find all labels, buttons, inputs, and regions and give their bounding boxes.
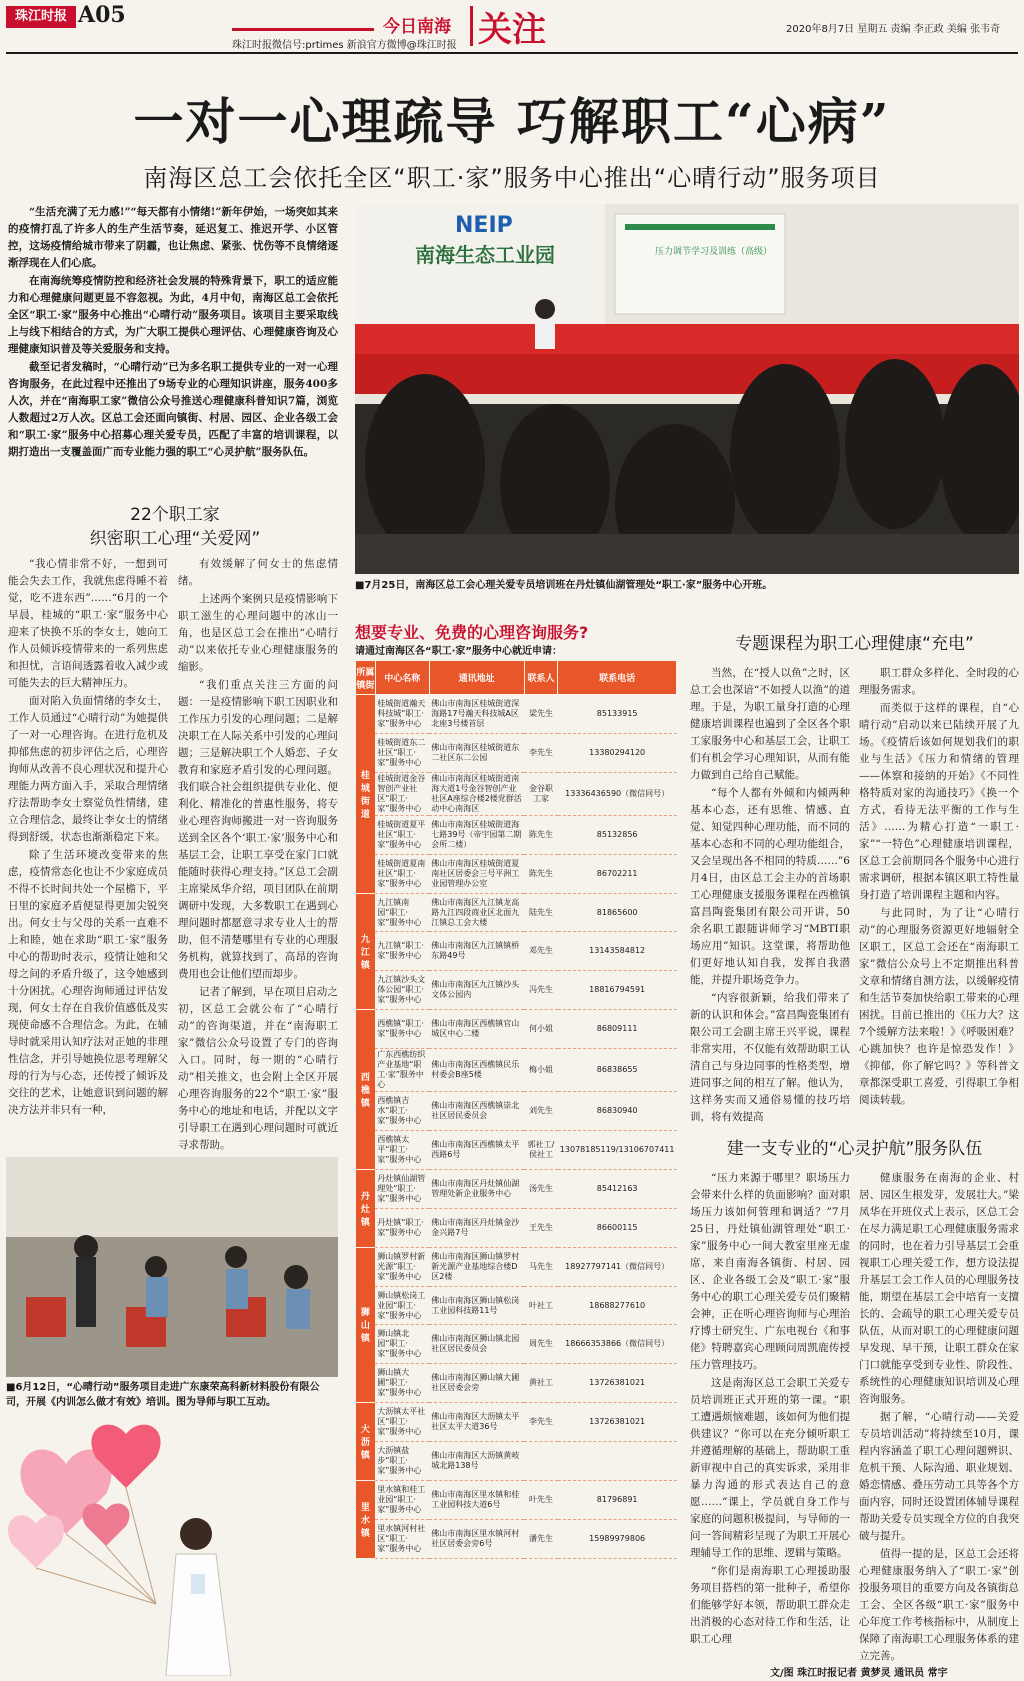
address-cell: 佛山市南海区桂城街道东二社区东二公园 (429, 733, 524, 772)
phone-cell: 85133915 (558, 695, 677, 734)
center-name-cell: 桂城街道夏平社区“职工·家”服务中心 (375, 815, 429, 854)
contact-cell: 汤先生 (524, 1169, 558, 1208)
section3-column-2 (859, 1170, 1019, 1662)
body-paragraph: “我心情非常不好，一想到可能会失去工作，我就焦虑得睡不着觉，吃不进东西”……“6月的一个早晨，桂城的“职工·家”服务中心迎来了快换不乐的李女士，她向工作人员倾诉疫情带来的一系列焦虑和担忧，言语间透露着收入减少或可能失去的巨大精神压力。 (8, 558, 168, 689)
sign-name: 南海生态工业园 (415, 243, 555, 267)
address-cell: 佛山市南海区桂城街道深海路17号瀚天科技城A区北座3号楼首层 (429, 695, 524, 734)
phone-cell: 18816794591 (558, 971, 677, 1010)
address-cell: 佛山市南海区狮山镇松岗工业园科技路11号 (429, 1286, 524, 1325)
contact-cell: 周先生 (524, 1325, 558, 1364)
phone-cell: 18688277610 (558, 1286, 677, 1325)
screen-title: 压力调节学习及训练（高级） (655, 247, 773, 257)
body-paragraph: 上述两个案例只是疫情影响下职工滋生的心理问题中的冰山一角，也是区总工会在推出“心晴行动”以来依托专业心理健康服务的缩影。 (178, 593, 338, 673)
address-cell: 佛山市南海区西樵镇太平西路6号 (429, 1131, 524, 1170)
table-subtitle: 请通过南海区各“职工·家”服务中心就近申请： (355, 646, 562, 657)
contact-cell: 李先生 (524, 1403, 558, 1442)
table-row (356, 733, 677, 772)
table-row (356, 1131, 677, 1170)
contact-cell: 冯先生 (524, 971, 558, 1010)
contact-cell: 何小姐 (524, 1010, 558, 1049)
photo1-caption: ■7月25日，南海区总工会心理关爱专员培训班在丹灶镇仙湖管理处“职工·家”服务中心开班。 (355, 580, 773, 591)
subheadline: 南海区总工会依托全区“职工·家”服务中心推出“心晴行动”服务项目 (143, 164, 881, 192)
center-name-cell: 广东西樵纺织产业基地“职工·家”服务中心 (375, 1049, 429, 1092)
body-paragraph: 与此同时，为了让“心晴行动”的心理服务资源更好地辐射全区职工，区总工会还在“南海职工家”微信公众号上不定期推出科普文章和情绪自测方法，以缓解疫情和生活节奏加快给职工带来的心理困扰。目前已推出的《压力大？这7个缓解方法来啦！》《呼吸困难？心跳加快？也许是惊恐发作！》《抑郁，你了解它吗？》等科普文章都深受职工喜爱，引得职工争相阅读转载。 (859, 907, 1019, 1106)
district-cell: 丹灶镇 (356, 1169, 376, 1247)
intro-paragraph: “生活充满了无力感!”“每天都有小情绪!”新年伊始，一场突如其来的疫情打乱了许多人的生产生活节奏，延迟复工、推迟开学、小区管控，这场疫情给城市带来了阴霾，也让焦虑、紧张、忧伤等不良情绪逐渐浮现在人们心底。 (8, 206, 338, 269)
table-row (356, 1010, 677, 1049)
contact-cell: 王先生 (524, 1208, 558, 1247)
body-paragraph: 这是南海区总工会职工关爱专员培训班正式开班的第一课。“职工遭遇烦恼难题，该如何为他们提供建议？”你可以在充分倾听职工并遵循理解的基础上，帮助职工重新审视中自己的真实诉求，采用非暴力沟通的形式表达自己的意愿……”课上，学员就自身工作与家庭的问题积极提问，与导师的一问一答间精彩呈现了为职工开展心理辅导工作的思维、逻辑与策略。 (690, 1377, 850, 1559)
address-cell: 佛山市南海区里水镇和桂工业园科技大道6号 (429, 1481, 524, 1520)
page-number: A05 (78, 2, 126, 28)
phone-cell: 86809111 (558, 1010, 677, 1049)
body-paragraph: 据了解，“心晴行动——关爱专员培训活动”将持续至10月，课程内容涵盖了职工心理问题辨识、危机干预、人际沟通、职业规划、婚恋情感、叠压劳动工具等各个方面内容，同时还设置团体辅导课程帮助关爱专员实现全方位的自我突破与提升。 (859, 1411, 1019, 1542)
body-paragraph: “压力来源于哪里？职场压力会带来什么样的负面影响？面对职场压力该如何管理和调适？”7月25日，丹灶镇仙湖管理处“职工·家”服务中心一间大教室里座无虚席，来自南海各镇街、村居、园区、企业各级工会及“职工·家”服务中心的职工心理关爱专员们聚精会神，正在听心理咨询师与心理治疗博士研究生、广东电视台《和事佬》特聘嘉宾心理顾问周凯鹿传授压力管理技巧。 (690, 1172, 850, 1371)
table-row (356, 1403, 677, 1442)
district-cell: 西樵镇 (356, 1010, 376, 1170)
section1-title (40, 503, 310, 551)
classroom-photo-illustration (6, 1157, 338, 1377)
body-paragraph: “每个人都有外倾和内倾两种基本心态，还有思维、情感、直觉、知觉四种心理功能，而不同的基本心态和不同的心理功能组合，又会呈现出各不相同的特质……”6月4日，由区总工会主办的首场职工心理健康支援服务课程在西樵镇富昌陶瓷集团有限公司开讲，50余名职工跟随讲师学习“MBTI职场应用”知识。这堂课，将帮助他们更好地认知自我，发挥自我潜能，并提升职场竞争力。 (690, 787, 850, 986)
phone-cell: 18666353866（微信同号） (558, 1325, 677, 1364)
center-name-cell: 狮山镇北园“职工·家”服务中心 (375, 1325, 429, 1364)
phone-cell: 13726381021 (558, 1364, 677, 1403)
page-header (0, 0, 1024, 56)
phone-cell: 81865600 (558, 893, 677, 932)
section-subtitle: 今日南海 (383, 17, 451, 37)
phone-cell (558, 1442, 677, 1481)
table-row (356, 1247, 677, 1286)
phone-cell: 86838655 (558, 1049, 677, 1092)
social-info: 珠江时报微信号:prtimes 新浪官方微博@珠江时报 (232, 40, 457, 51)
body-paragraph: “我们重点关注三方面的问题：一是疫情影响下职工因职业和工作压力引发的心理问题；二是解决职工在人际关系中引发的心理问题；三是解决职工个人婚恋、子女教育和家庭矛盾引发的心理问题。我们联合社会组织提供专业化、便利化、精准化的普惠性服务，将专业心理咨询师搬进一对一咨询服务送到全区各个‘职工·家’服务中心和基层工会，让职工享受在家门口就能随时获得心理支持。”区总工会副主席梁凤华介绍，项目团队在前期调研中发现，大多数职工在遇到心理问题时都愿意寻求专业人士的帮助，但不清楚哪里有专业的心理服务机构，就算找到了，高昂的咨询费用也会让他们望而却步。 (178, 679, 338, 980)
phone-cell: 18927797141（微信同号） (558, 1247, 677, 1286)
phone-cell: 13726381021 (558, 1403, 677, 1442)
section3-title: 建一支专业的“心灵护航”服务队伍 (726, 1139, 983, 1159)
contact-cell: 梅小姐 (524, 1049, 558, 1092)
phone-cell: 13336436590（微信同号） (558, 772, 677, 815)
table-row (356, 695, 677, 734)
section1-title-line: 22个职工家 (130, 505, 220, 525)
body-paragraph: 记者了解到，早在项目启动之初，区总工会就公布了“心晴行动”的咨询渠道，并在“南海职工家”微信公众号设置了专门的咨询入口。同时，每一期的“心晴行动”相关推文，也会附上全区开展心理咨询服务的22个“职工·家”服务中心的地址和电话，并配以文字引导职工在遇到心理问题时可就近寻求帮助。 (178, 986, 338, 1151)
contact-cell: 金谷职工家 (524, 772, 558, 815)
contact-cell: 邓先生 (524, 932, 558, 971)
body-paragraph: 有效缓解了何女士的焦虑情绪。 (178, 558, 338, 587)
district-cell: 狮山镇 (356, 1247, 376, 1403)
intro-paragraph: 在南海统筹疫情防控和经济社会发展的特殊背景下，职工的适应能力和心理健康问题更显不容忽视。为此，4月中旬，南海区总工会依托全区“职工·家”服务中心推出“心晴行动”服务项目。该项目主要采取线上与线下相结合的方式，为广大职工提供心理评估、心理健康咨询及心理健康知识普及等关爱服务和支持。 (8, 275, 338, 355)
contact-cell: 陈先生 (524, 854, 558, 893)
address-cell: 佛山市南海区大沥镇太平社区太平大道36号 (429, 1403, 524, 1442)
phone-cell: 85412163 (558, 1169, 677, 1208)
contact-cell: 潘先生 (524, 1519, 558, 1558)
section2-column-1 (690, 665, 850, 1123)
phone-cell: 85132856 (558, 815, 677, 854)
table-header-cell: 联系人 (524, 661, 558, 695)
table-row (356, 1092, 677, 1131)
contact-cell: 梁先生 (524, 695, 558, 734)
address-cell: 佛山市南海区西樵镇民乐村委会B座5楼 (429, 1049, 524, 1092)
body-paragraph: 而类似于这样的课程，自“心晴行动”启动以来已陆续开展了九场。《疫情后该如何规划我们的职业与生活》《压力和情绪的管理——体察和接纳的开始》《不同性格特质对家的沟通技巧》《换一个方式，看待无法平衡的工作与生活》……为精心打造“一职工·家”“一特色”心理健康培训课程，区总工会前期同各个服务中心进行需求调研，根据本镇区职工特性量身打造了培训课程主题和内容。 (859, 702, 1019, 901)
table-row (356, 772, 677, 815)
address-cell: 佛山市南海区九江镇镇桥东路49号 (429, 932, 524, 971)
table-body (356, 695, 677, 1559)
body-paragraph: “内容很新颖，给我们带来了新的认识和体会。”富昌陶瓷集团有限公司工会副主席王兴平说，课程非常实用，不仅能有效帮助职工认清自己与身边同事的性格类型，增进同事之间的相互了解。他认为，这样务实而又通俗易懂的技巧培训，将有效提高 (690, 992, 850, 1123)
contact-cell: 郭社工/侯社工 (524, 1131, 558, 1170)
center-name-cell: 西樵镇太平“职工·家”服务中心 (375, 1131, 429, 1170)
phone-cell: 15989979806 (558, 1519, 677, 1558)
section3-column-1 (690, 1170, 850, 1658)
phone-cell: 86830940 (558, 1092, 677, 1131)
address-cell: 佛山市南海区九江镇沙头文体公园内 (429, 971, 524, 1010)
table-row (356, 932, 677, 971)
contact-cell: 马先生 (524, 1247, 558, 1286)
center-name-cell: 里水镇河村社区“职工·家”服务中心 (375, 1519, 429, 1558)
center-name-cell: 西樵镇“职工·家”服务中心 (375, 1010, 429, 1049)
address-cell: 佛山市南海区大沥镇黄岐城北路138号 (429, 1442, 524, 1481)
phone-cell: 86600115 (558, 1208, 677, 1247)
center-name-cell: 桂城街道夏南社区“职工·家”服务中心 (375, 854, 429, 893)
center-name-cell: 狮山镇松岗工业园“职工·家”服务中心 (375, 1286, 429, 1325)
table-row (356, 854, 677, 893)
section1-title-line: 织密职工心理“关爱网” (89, 529, 261, 549)
balloon-illustration (6, 1414, 338, 1676)
phone-cell: 86702211 (558, 854, 677, 893)
address-cell: 佛山市南海区丹灶镇金沙金兴路7号 (429, 1208, 524, 1247)
table-row (356, 893, 677, 932)
contact-cell: 黄社工 (524, 1364, 558, 1403)
intro-paragraph: 截至记者发稿时，“心晴行动”已为多名职工提供专业的一对一心理咨询服务，在此过程中还推出了9场专业的心理知识讲座，服务400多人次，并在“南海职工家”微信公众号推送心理健康科普知识7篇，浏览人数超过2万人次。区总工会还面向镇街、村居、园区、企业各级工会和“职工·家”服务中心招募心理关爱专员，匹配了丰富的培训课程，以期打造出一支覆盖面广而专业能力强的职工“心灵护航”服务队伍。 (8, 361, 338, 458)
table-row (356, 815, 677, 854)
table-header-row (356, 661, 677, 695)
section1-column-1 (8, 556, 168, 1148)
table-row (356, 1049, 677, 1092)
contact-cell: 李先生 (524, 733, 558, 772)
table-title: 想要专业、免费的心理咨询服务? (355, 623, 589, 642)
center-name-cell: 狮山镇大圃“职工·家”服务中心 (375, 1364, 429, 1403)
district-cell: 桂城街道 (356, 695, 376, 894)
photo2-caption: ■6月12日，“心晴行动”服务项目走进广东康荣高科新材料股份有限公司，开展《内训怎么做才有效》培训。图为导师与职工互动。 (6, 1382, 320, 1408)
center-name-cell: 九江镇沙头文体公园“职工·家”服务中心 (375, 971, 429, 1010)
table-header-cell: 中心名称 (375, 661, 429, 695)
training-photo (355, 204, 1019, 574)
date-info: 2020年8月7日 星期五 责编 李正政 美编 张韦奇 (786, 24, 1001, 35)
address-cell: 佛山市南海区丹灶镇仙湖管理处新企业服务中心 (429, 1169, 524, 1208)
body-paragraph: 职工群众多样化、全时段的心理服务需求。 (859, 667, 1019, 696)
body-paragraph: 值得一提的是，区总工会还将心理健康服务纳入了“职工·家”创投服务项目的重要方向及各镇街总工会、全区各级“职工·家”服务中心年度工作考核指标中，从制度上保障了南海职工心理服务体系的建立完善。 (859, 1548, 1019, 1662)
address-cell: 佛山市南海区狮山镇罗村新光源产业基地综合楼D区2楼 (429, 1247, 524, 1286)
contact-cell: 陆先生 (524, 893, 558, 932)
body-paragraph: “你们是南海职工心理援助服务项目搭档的第一批种子，希望你们能够学好本领，帮助职工群众走出消极的心态对待工作和生活，让职工心理 (690, 1565, 850, 1645)
body-paragraph: 面对陷入负面情绪的李女士，工作人员通过“心晴行动”为她提供了一对一心理咨询。在进行危机及抑郁焦虑的初步评估之后，心理咨询师从改善不良心理状况和提升心理能力两方面入手，采取合理情绪疗法帮助李女士察觉负性情绪，建立合理信念，最终让李女士的情绪得到舒缓，状态也渐渐稳定下来。 (8, 695, 168, 843)
byline: 文/图 珠江时报记者 黄梦灵 通讯员 常宇 (770, 1668, 948, 1679)
center-name-cell: 狮山镇罗村新光源“职工·家”服务中心 (375, 1247, 429, 1286)
center-name-cell: 九江镇“职工·家”服务中心 (375, 932, 429, 971)
decorative-illustration (6, 1414, 338, 1676)
section1-column-2 (178, 556, 338, 1151)
header-rule (232, 28, 374, 31)
address-cell: 佛山市南海区里水镇河村社区居委会旁6号 (429, 1519, 524, 1558)
district-cell: 九江镇 (356, 893, 376, 1010)
table-header-cell: 联系电话 (558, 661, 677, 695)
contact-cell: 刘先生 (524, 1092, 558, 1131)
body-paragraph: 当然，在“授人以鱼”之时，区总工会也深谙“不如授人以渔”的道理。于是，为职工量身打造的心理健康培训课程也遍到了全区各个职工家服务中心和基层工会，让职工们有机会学习心理知识，从而有能力做到自己给自己赋能。 (690, 667, 850, 781)
section2-column-2 (859, 665, 1019, 1105)
center-name-cell: 九江镇南园“职工·家”服务中心 (375, 893, 429, 932)
newspaper-logo: 珠江时报 (6, 6, 76, 28)
address-cell: 佛山市南海区狮山镇北园社区居民委员会 (429, 1325, 524, 1364)
phone-cell: 13143584812 (558, 932, 677, 971)
address-cell: 佛山市南海区狮山镇大圃社区居委会旁 (429, 1364, 524, 1403)
address-cell: 佛山市南海区桂城街道夏南社区居委会三号平洲工业园管理办公室 (429, 854, 524, 893)
classroom-photo (6, 1157, 338, 1377)
table-row (356, 1442, 677, 1481)
phone-cell: 13078185119/13106707411 (558, 1131, 677, 1170)
center-name-cell: 桂城街道东二社区“职工·家”服务中心 (375, 733, 429, 772)
center-name-cell: 桂城街道瀚天科技城“职工·家”服务中心 (375, 695, 429, 734)
table-header-cell: 所属镇街 (356, 661, 376, 695)
service-center-table (355, 660, 677, 1559)
center-name-cell: 大沥镇太平社区“职工·家”服务中心 (375, 1403, 429, 1442)
intro-text (8, 204, 338, 486)
table-row (356, 1325, 677, 1364)
address-cell: 佛山市南海区桂城街道南海大道1号金谷智创产业社区A座综合楼2楼党群活动中心南海区 (429, 772, 524, 815)
center-name-cell: 桂城街道金谷智创产业社区“职工·家”服务中心 (375, 772, 429, 815)
body-paragraph: 健康服务在南海的企业、村居、园区生根发芽，发展壮大。”梁凤华在开班仪式上表示，区总工会在尽力满足职工心理健康服务需求的同时，也在着力引导基层工会重视职工心理关爱工作，想方设法提升基层工会工作人员的心理服务技能，期望在基层工会中培育一支擅长的、会疏导的职工心理关爱专员队伍，从而对职工的心理健康问题早发现、早干预，让职工群众在家门口就能享受到专业性、阶段性、系统性的心理健康知识培训及心理咨询服务。 (859, 1172, 1019, 1405)
top-rule (6, 52, 1018, 54)
phone-cell: 81796891 (558, 1481, 677, 1520)
body-paragraph: 除了生活环境改变带来的焦虑，疫情常态化也让不少家庭成员不得不长时间共处一个屋檐下，平日里的家庭矛盾便显得更加尖锐突出。何女士与父母的关系一直难不上和睦，她在求助“职工·家”服务中心的帮助时表示，疫情让她和父母之间的矛盾升级了，这令她感到十分困扰。心理咨询师通过评估发现，何女士存在自我价值感低及实现使命感不合理信念。为此，在辅导时就采用认知疗法对正她的非理性信念，并引导她换位思考理解父母的行为与心态，还传授了倾诉及交往的艺术，让她意识到问题的解决方法并非只有一种， (8, 849, 168, 1116)
phone-cell: 13380294120 (558, 733, 677, 772)
center-name-cell: 丹灶镇仙湖管理处“职工·家”服务中心 (375, 1169, 429, 1208)
district-cell: 大沥镇 (356, 1403, 376, 1481)
table-header-cell: 通讯地址 (429, 661, 524, 695)
sign-brand: NEIP (455, 213, 513, 238)
table-row (356, 971, 677, 1010)
district-cell: 里水镇 (356, 1481, 376, 1559)
contact-cell: 陈先生 (524, 815, 558, 854)
address-cell: 佛山市南海区桂城街道海七路39号（帝宇园第二期会所二楼） (429, 815, 524, 854)
address-cell: 佛山市南海区西樵镇官山城区中心二楼 (429, 1010, 524, 1049)
address-cell: 佛山市南海区九江镇龙高路九江四段商业区北面九江镇总工会大楼 (429, 893, 524, 932)
contact-cell (524, 1442, 558, 1481)
training-photo-illustration (355, 204, 1019, 574)
table-row (356, 1519, 677, 1558)
section-title: 关注 (478, 10, 546, 50)
table-row (356, 1286, 677, 1325)
center-name-cell: 大沥镇盐步“职工·家”服务中心 (375, 1442, 429, 1481)
contact-cell: 叶社工 (524, 1286, 558, 1325)
headline: 一对一心理疏导 巧解职工“心病” (133, 92, 891, 151)
center-name-cell: 丹灶镇“职工·家”服务中心 (375, 1208, 429, 1247)
table-row (356, 1481, 677, 1520)
section2-title: 专题课程为职工心理健康“充电” (735, 634, 974, 654)
section-divider (470, 6, 473, 46)
center-name-cell: 西樵镇吉水“职工·家”服务中心 (375, 1092, 429, 1131)
center-name-cell: 里水镇和桂工业园“职工·家”服务中心 (375, 1481, 429, 1520)
table-row (356, 1208, 677, 1247)
address-cell: 佛山市南海区西樵镇崇北社区居民委员会 (429, 1092, 524, 1131)
table-row (356, 1364, 677, 1403)
table-row (356, 1169, 677, 1208)
contact-cell: 叶先生 (524, 1481, 558, 1520)
